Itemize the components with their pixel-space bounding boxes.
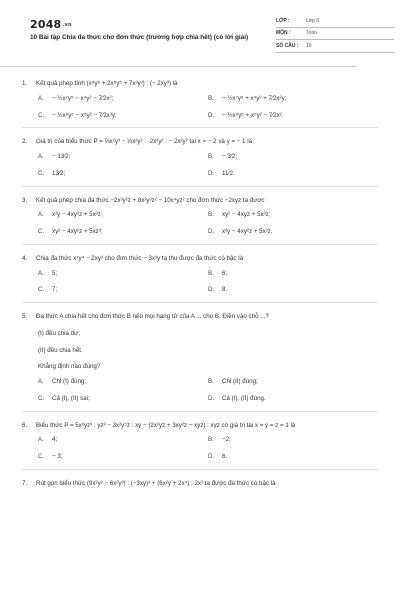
question-statement: Khẳng định nào đúng? — [38, 363, 101, 371]
option-letter: B. — [208, 211, 214, 219]
option-letter: D. — [208, 111, 215, 119]
page-title: 10 Bài tập Chia đa thức cho đơn thức (trường hợp chia hết) (có lời giải) — [30, 34, 249, 41]
question-text: Rút gọn biểu thức (9x²y² − 6x²y³) : (−3xy)² + (6x²y + 2x⁴) : 2x² ta được đa thức có bậc là — [36, 479, 276, 487]
answer-options — [22, 211, 378, 236]
meta-row-class — [276, 15, 394, 28]
option-letter: B. — [208, 153, 214, 160]
answer-option[interactable] — [208, 378, 378, 386]
answer-option[interactable] — [208, 395, 378, 403]
option-letter: C. — [38, 394, 45, 402]
option-text: Chỉ (I) đúng; — [52, 378, 87, 385]
question-statement: (I) đều chia dư; — [38, 329, 80, 337]
question-head — [22, 313, 378, 321]
answer-option[interactable] — [208, 170, 378, 178]
answer-option[interactable] — [208, 436, 378, 444]
option-letter: D. — [208, 169, 215, 177]
question-divider — [22, 244, 378, 245]
option-text: 6. — [222, 453, 228, 460]
question-head — [22, 480, 378, 488]
meta-key: LỚP : — [276, 17, 290, 24]
option-text: Chỉ (II) đúng; — [222, 378, 258, 385]
answer-options — [22, 270, 378, 295]
option-text: − 3⁄2; — [222, 153, 237, 160]
meta-value: Toán — [306, 30, 317, 37]
question-6 — [22, 422, 378, 461]
logo-sub: .vn — [62, 21, 72, 28]
question-1 — [22, 80, 378, 119]
option-letter: B. — [208, 94, 214, 102]
option-letter: A. — [38, 211, 44, 219]
question-number: 2. — [22, 138, 28, 146]
option-text: 11⁄2. — [222, 169, 235, 177]
answer-options — [22, 378, 378, 403]
answer-option[interactable] — [38, 170, 208, 178]
option-letter: C. — [38, 453, 45, 460]
option-text: − ½x⁸y⁵ − x⁵y² − 7⁄2x³y; — [52, 111, 117, 119]
meta-key: SỐ CÂU : — [276, 42, 299, 49]
question-2 — [22, 138, 378, 177]
option-text: xy² − 4xyz + 5x³z; — [222, 211, 271, 219]
option-letter: A. — [38, 153, 44, 160]
meta-table — [276, 15, 394, 53]
option-letter: C. — [38, 286, 45, 294]
question-4 — [22, 255, 378, 294]
answer-option[interactable] — [208, 228, 378, 236]
option-text: 8. — [222, 286, 228, 294]
question-text: Kết quả phép chia đa thức −2x³y²z + 8x²y³z² − 10x⁴yz² cho đơn thức −2xyz ta được — [36, 196, 265, 204]
option-letter: D. — [208, 394, 215, 402]
option-text: Cả (I), (II) sai; — [52, 394, 90, 402]
question-statement: (II) đều chia hết. — [38, 346, 83, 354]
option-letter: C. — [38, 228, 45, 235]
option-letter: A. — [38, 269, 44, 277]
option-letter: B. — [208, 436, 214, 444]
meta-value: Lớp 8 — [306, 17, 320, 24]
question-head — [22, 255, 378, 263]
question-5 — [22, 313, 378, 403]
answer-option[interactable] — [208, 95, 378, 103]
answer-option[interactable] — [38, 436, 208, 444]
answer-option[interactable] — [208, 211, 378, 219]
option-letter: A. — [38, 378, 44, 385]
option-text: Cả (I), (II) đúng. — [222, 394, 266, 402]
answer-option[interactable] — [38, 228, 208, 236]
answer-option[interactable] — [208, 453, 378, 461]
question-number: 5. — [22, 313, 28, 320]
question-divider — [22, 469, 378, 470]
answer-option[interactable] — [38, 153, 208, 161]
option-letter: B. — [208, 269, 214, 277]
answer-options — [22, 153, 378, 178]
question-number: 3. — [22, 196, 28, 204]
answer-options — [22, 95, 378, 120]
question-divider — [22, 411, 378, 412]
question-divider — [22, 127, 378, 128]
header-divider — [0, 66, 356, 67]
question-3 — [22, 197, 378, 236]
question-number: 7. — [22, 479, 28, 487]
option-text: xy² − 4xy²z + 5xz³; — [52, 228, 103, 235]
option-letter: D. — [208, 286, 215, 294]
question-text: Biểu thức P = 5x²yz³ : yz² − 3x²y⁵z : xy − (2x²yz + 3xy²z − xyz) : xyz có giá trị tại x = y = z = 1 là — [36, 421, 296, 429]
site-logo[interactable] — [30, 18, 72, 32]
question-text: Chia đa thức x⁷y⁴ − 2xy³ cho đơn thức − 3x³y ta thu được đa thức có bậc là — [36, 254, 244, 262]
answer-option[interactable] — [208, 270, 378, 278]
answer-option[interactable] — [208, 153, 378, 161]
question-head — [22, 80, 378, 88]
option-text: x²y − 4xy²z + 5x³z. — [222, 228, 273, 235]
question-divider — [22, 302, 378, 303]
meta-key: MÔN : — [276, 30, 291, 37]
answer-option[interactable] — [38, 378, 208, 386]
question-head — [22, 138, 378, 146]
meta-row-subject — [276, 28, 394, 41]
answer-option[interactable] — [38, 112, 208, 120]
option-letter: D. — [208, 453, 215, 460]
option-text: 5; — [52, 269, 58, 277]
option-text: − ½x⁸y⁵ + x⁵y² − 7⁄2x². — [222, 111, 284, 119]
answer-option[interactable] — [38, 270, 208, 278]
option-letter: A. — [38, 94, 44, 102]
answer-option[interactable] — [208, 286, 378, 294]
question-list — [22, 80, 378, 494]
answer-option[interactable] — [38, 453, 208, 461]
option-text: − ½x⁷y⁵ + x⁴y² + 7⁄2x²y; — [222, 94, 287, 102]
option-text: − ½x⁷y⁵ − x⁴y² − 7⁄2x²; — [52, 94, 114, 102]
question-text: Kết quả phép tính (x⁸y⁸ + 2x⁵y⁵ + 7x³y³) : (− 2xy³) là — [36, 80, 178, 87]
option-text: 4; — [52, 436, 58, 444]
option-text: 7; — [52, 286, 58, 294]
answer-option[interactable] — [38, 211, 208, 219]
meta-row-count — [276, 40, 394, 53]
option-text: 13⁄2; — [52, 169, 66, 177]
option-letter: A. — [38, 436, 44, 444]
question-text: Đa thức A chia hết cho đơn thức B nếu mọi hạng tử của A ... cho B. Điền vào chỗ ...? — [36, 313, 269, 320]
answer-option[interactable] — [208, 112, 378, 120]
answer-option[interactable] — [38, 286, 208, 294]
option-text: x²y − 4xy²z + 5x³z; — [52, 211, 103, 219]
meta-value: 10 — [306, 42, 312, 49]
option-letter: C. — [38, 111, 45, 119]
logo-main: 2048 — [30, 18, 62, 31]
option-text: − 3; — [52, 453, 63, 460]
header — [22, 0, 378, 64]
question-text: Giá trị của biểu thức P = ⅓x²y³ − ⅓x²y² : ·2x²y² : − 2x²y² tại x = − 2 và y = − 1 là — [36, 138, 253, 146]
answer-option[interactable] — [38, 95, 208, 103]
option-text: −2; — [222, 436, 231, 444]
question-head — [22, 197, 378, 205]
option-text: 6; — [222, 269, 228, 277]
question-number: 1. — [22, 80, 28, 87]
answer-option[interactable] — [38, 395, 208, 403]
question-7 — [22, 480, 378, 488]
question-divider — [22, 186, 378, 187]
option-letter: C. — [38, 169, 45, 177]
question-head — [22, 422, 378, 430]
question-number: 4. — [22, 254, 28, 262]
option-letter: D. — [208, 228, 215, 235]
option-letter: B. — [208, 378, 214, 385]
question-number: 6. — [22, 421, 28, 429]
answer-options — [22, 436, 378, 461]
option-text: − 13⁄2; — [52, 153, 71, 160]
